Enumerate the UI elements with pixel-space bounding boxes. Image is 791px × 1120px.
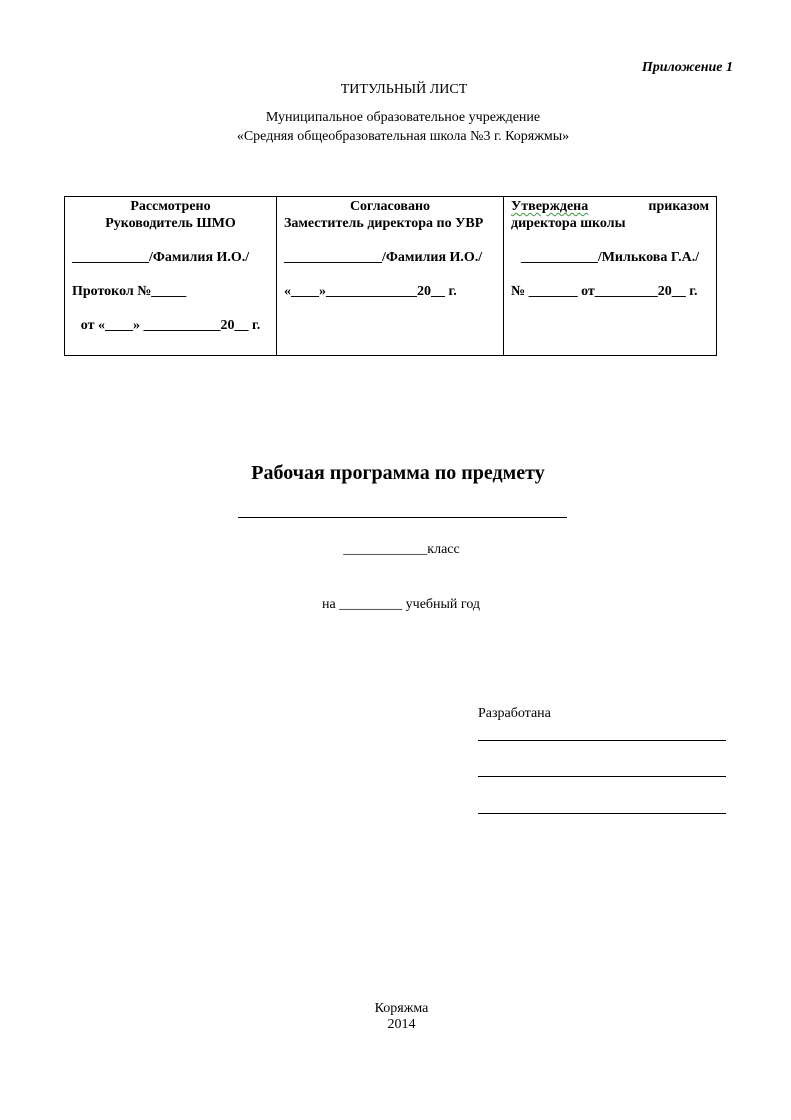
academic-year-line: на _________ учебный год (321, 597, 481, 612)
reviewed-role: Руководитель ШМО (105, 216, 236, 231)
reviewed-protocol: Протокол №_____ (72, 284, 187, 299)
approval-approved-cell (504, 197, 717, 356)
agreed-date: «____»_____________20__ г. (284, 284, 457, 299)
footer-city: Коряжма (374, 1001, 429, 1016)
approved-heading (511, 198, 709, 215)
developer-blank-line (478, 813, 726, 814)
organization-line-1: Муниципальное образовательное учреждение (265, 110, 541, 125)
developer-blank-line (478, 776, 726, 777)
developer-blank-line (478, 740, 726, 741)
reviewed-date: от «____» ___________20__ г. (80, 318, 261, 333)
approvals-table (64, 196, 717, 356)
agreed-role: Заместитель директора по УВР (284, 216, 484, 231)
organization-line-2: «Средняя общеобразовательная школа №3 г. Коряжмы» (236, 129, 570, 144)
agreed-signature: ______________/Фамилия И.О./ (284, 250, 483, 265)
agreed-heading: Согласовано (349, 199, 431, 214)
reviewed-heading: Рассмотрено (130, 199, 211, 214)
reviewed-signature: ___________/Фамилия И.О./ (72, 250, 250, 265)
class-line: ____________класс (343, 542, 460, 557)
footer-year: 2014 (387, 1017, 416, 1032)
program-title: Рабочая программа по предмету (251, 462, 545, 484)
approved-number-date: № _______ от_________20__ г. (511, 284, 698, 299)
developed-by-label: Разработана (478, 706, 551, 721)
approval-agreed-cell (277, 197, 504, 356)
subject-blank-line (238, 517, 567, 518)
title-sheet-heading: ТИТУЛЬНЫЙ ЛИСТ (340, 82, 468, 97)
approval-reviewed-cell (65, 197, 277, 356)
approved-signature: ___________/Милькова Г.А./ (520, 250, 700, 265)
approved-role: директора школы (511, 216, 626, 231)
appendix-label: Приложение 1 (641, 60, 733, 75)
approved-heading-order: приказом (648, 199, 709, 214)
approved-heading-word: Утверждена (511, 199, 589, 214)
